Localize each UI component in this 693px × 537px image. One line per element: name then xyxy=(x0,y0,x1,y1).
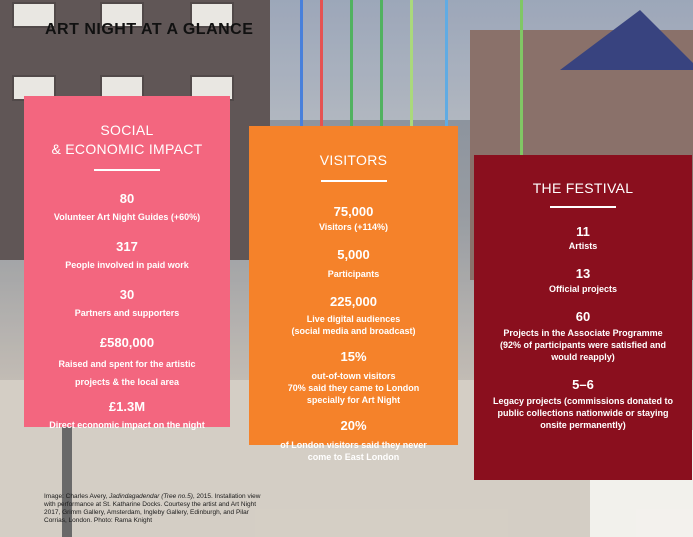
stat-description xyxy=(249,370,458,406)
stat-number: 13 xyxy=(575,266,591,281)
stat-item xyxy=(249,418,458,463)
stat-description-line: Raised and spent for the artistic xyxy=(58,359,196,369)
stat-description-line: (92% of participants were satisfied and xyxy=(499,340,667,350)
stat-item xyxy=(249,204,458,233)
visitors-panel xyxy=(249,126,458,462)
stat-number: 317 xyxy=(116,239,138,254)
visitors-heading: VISITORS xyxy=(319,152,388,168)
stat-item xyxy=(24,335,230,391)
caption-line1-rest: , 2015. Installation view xyxy=(192,493,261,500)
stat-description-line: Projects in the Associate Programme xyxy=(503,328,663,338)
festival-heading: THE FESTIVAL xyxy=(532,180,634,196)
stat-description xyxy=(24,355,230,391)
stat-description-line: out-of-town visitors xyxy=(311,371,396,381)
stat-description: People involved in paid work xyxy=(65,260,189,270)
stat-description-line: (social media and broadcast) xyxy=(291,326,416,336)
stat-description-line: would reapply) xyxy=(551,352,615,362)
stat-description-line: Legacy projects (commissions donated to xyxy=(492,396,674,406)
caption-line: with performance at St. Katharine Docks. Courtesy the artist and Art Night xyxy=(44,501,257,508)
stat-description-line: come to East London xyxy=(307,452,400,462)
social-heading-line2: & ECONOMIC IMPACT xyxy=(51,141,203,157)
stat-item xyxy=(24,239,230,271)
stat-number: 225,000 xyxy=(330,294,377,309)
stat-description: Artists xyxy=(568,241,598,251)
stat-number: 15% xyxy=(340,349,367,364)
stat-description-line: of London visitors said they never xyxy=(280,440,427,450)
stat-description-line: 70% said they came to London xyxy=(287,383,420,393)
heading-divider xyxy=(550,206,616,208)
stat-description xyxy=(474,395,692,431)
stat-description-line: public collections nationwide or staying xyxy=(497,408,669,418)
caption-work-title: Jadindagadendar (Tree no.5) xyxy=(109,493,193,500)
stat-item xyxy=(249,247,458,280)
stat-description: Direct economic impact on the night xyxy=(49,420,205,430)
heading-divider xyxy=(321,180,387,182)
stat-item xyxy=(474,309,692,363)
social-heading xyxy=(24,121,230,159)
social-impact-panel xyxy=(24,96,230,430)
stat-item xyxy=(474,377,692,431)
stat-item xyxy=(249,349,458,406)
social-heading-line1: SOCIAL xyxy=(100,122,154,138)
stat-description: Partners and supporters xyxy=(74,308,180,318)
stat-number: £1.3M xyxy=(108,399,146,414)
stat-description xyxy=(474,327,692,363)
stat-number: 5,000 xyxy=(337,247,370,262)
heading-divider xyxy=(94,169,160,171)
page-title: ART NIGHT AT A GLANCE xyxy=(45,21,254,38)
stat-item xyxy=(474,266,692,295)
stat-description xyxy=(249,439,458,463)
stat-item xyxy=(24,191,230,223)
stat-description xyxy=(249,313,458,337)
stat-number: 80 xyxy=(119,191,135,206)
stat-description: Participants xyxy=(327,269,380,279)
stat-description-line: specially for Art Night xyxy=(306,395,401,405)
stat-number: 30 xyxy=(119,287,135,302)
stat-item xyxy=(474,224,692,252)
stat-number: 75,000 xyxy=(333,204,374,219)
stat-number: 60 xyxy=(575,309,591,324)
stat-number: 11 xyxy=(576,224,590,239)
stat-number: £580,000 xyxy=(99,335,155,350)
caption-line: Corrias, London. Photo: Rama Knight xyxy=(44,517,153,524)
image-caption xyxy=(44,493,344,525)
stat-description: Visitors (+114%) xyxy=(318,222,389,232)
caption-line: 2017, Grimm Gallery, Amsterdam, Ingleby Gallery, Edinburgh, and Pilar xyxy=(44,509,249,516)
stat-item xyxy=(24,287,230,319)
stat-number: 5–6 xyxy=(572,377,594,392)
festival-panel xyxy=(474,155,692,480)
stat-description-line: Live digital audiences xyxy=(306,314,401,324)
stat-description-line: projects & the local area xyxy=(74,377,180,387)
caption-prefix: Image: Charles Avery, xyxy=(44,493,110,500)
stat-item xyxy=(24,399,230,431)
stat-description: Official projects xyxy=(548,284,618,294)
stat-description-line: onsite permanently) xyxy=(540,420,626,430)
stat-number: 20% xyxy=(340,418,367,433)
stat-description: Volunteer Art Night Guides (+60%) xyxy=(53,212,201,222)
stat-item xyxy=(249,294,458,337)
